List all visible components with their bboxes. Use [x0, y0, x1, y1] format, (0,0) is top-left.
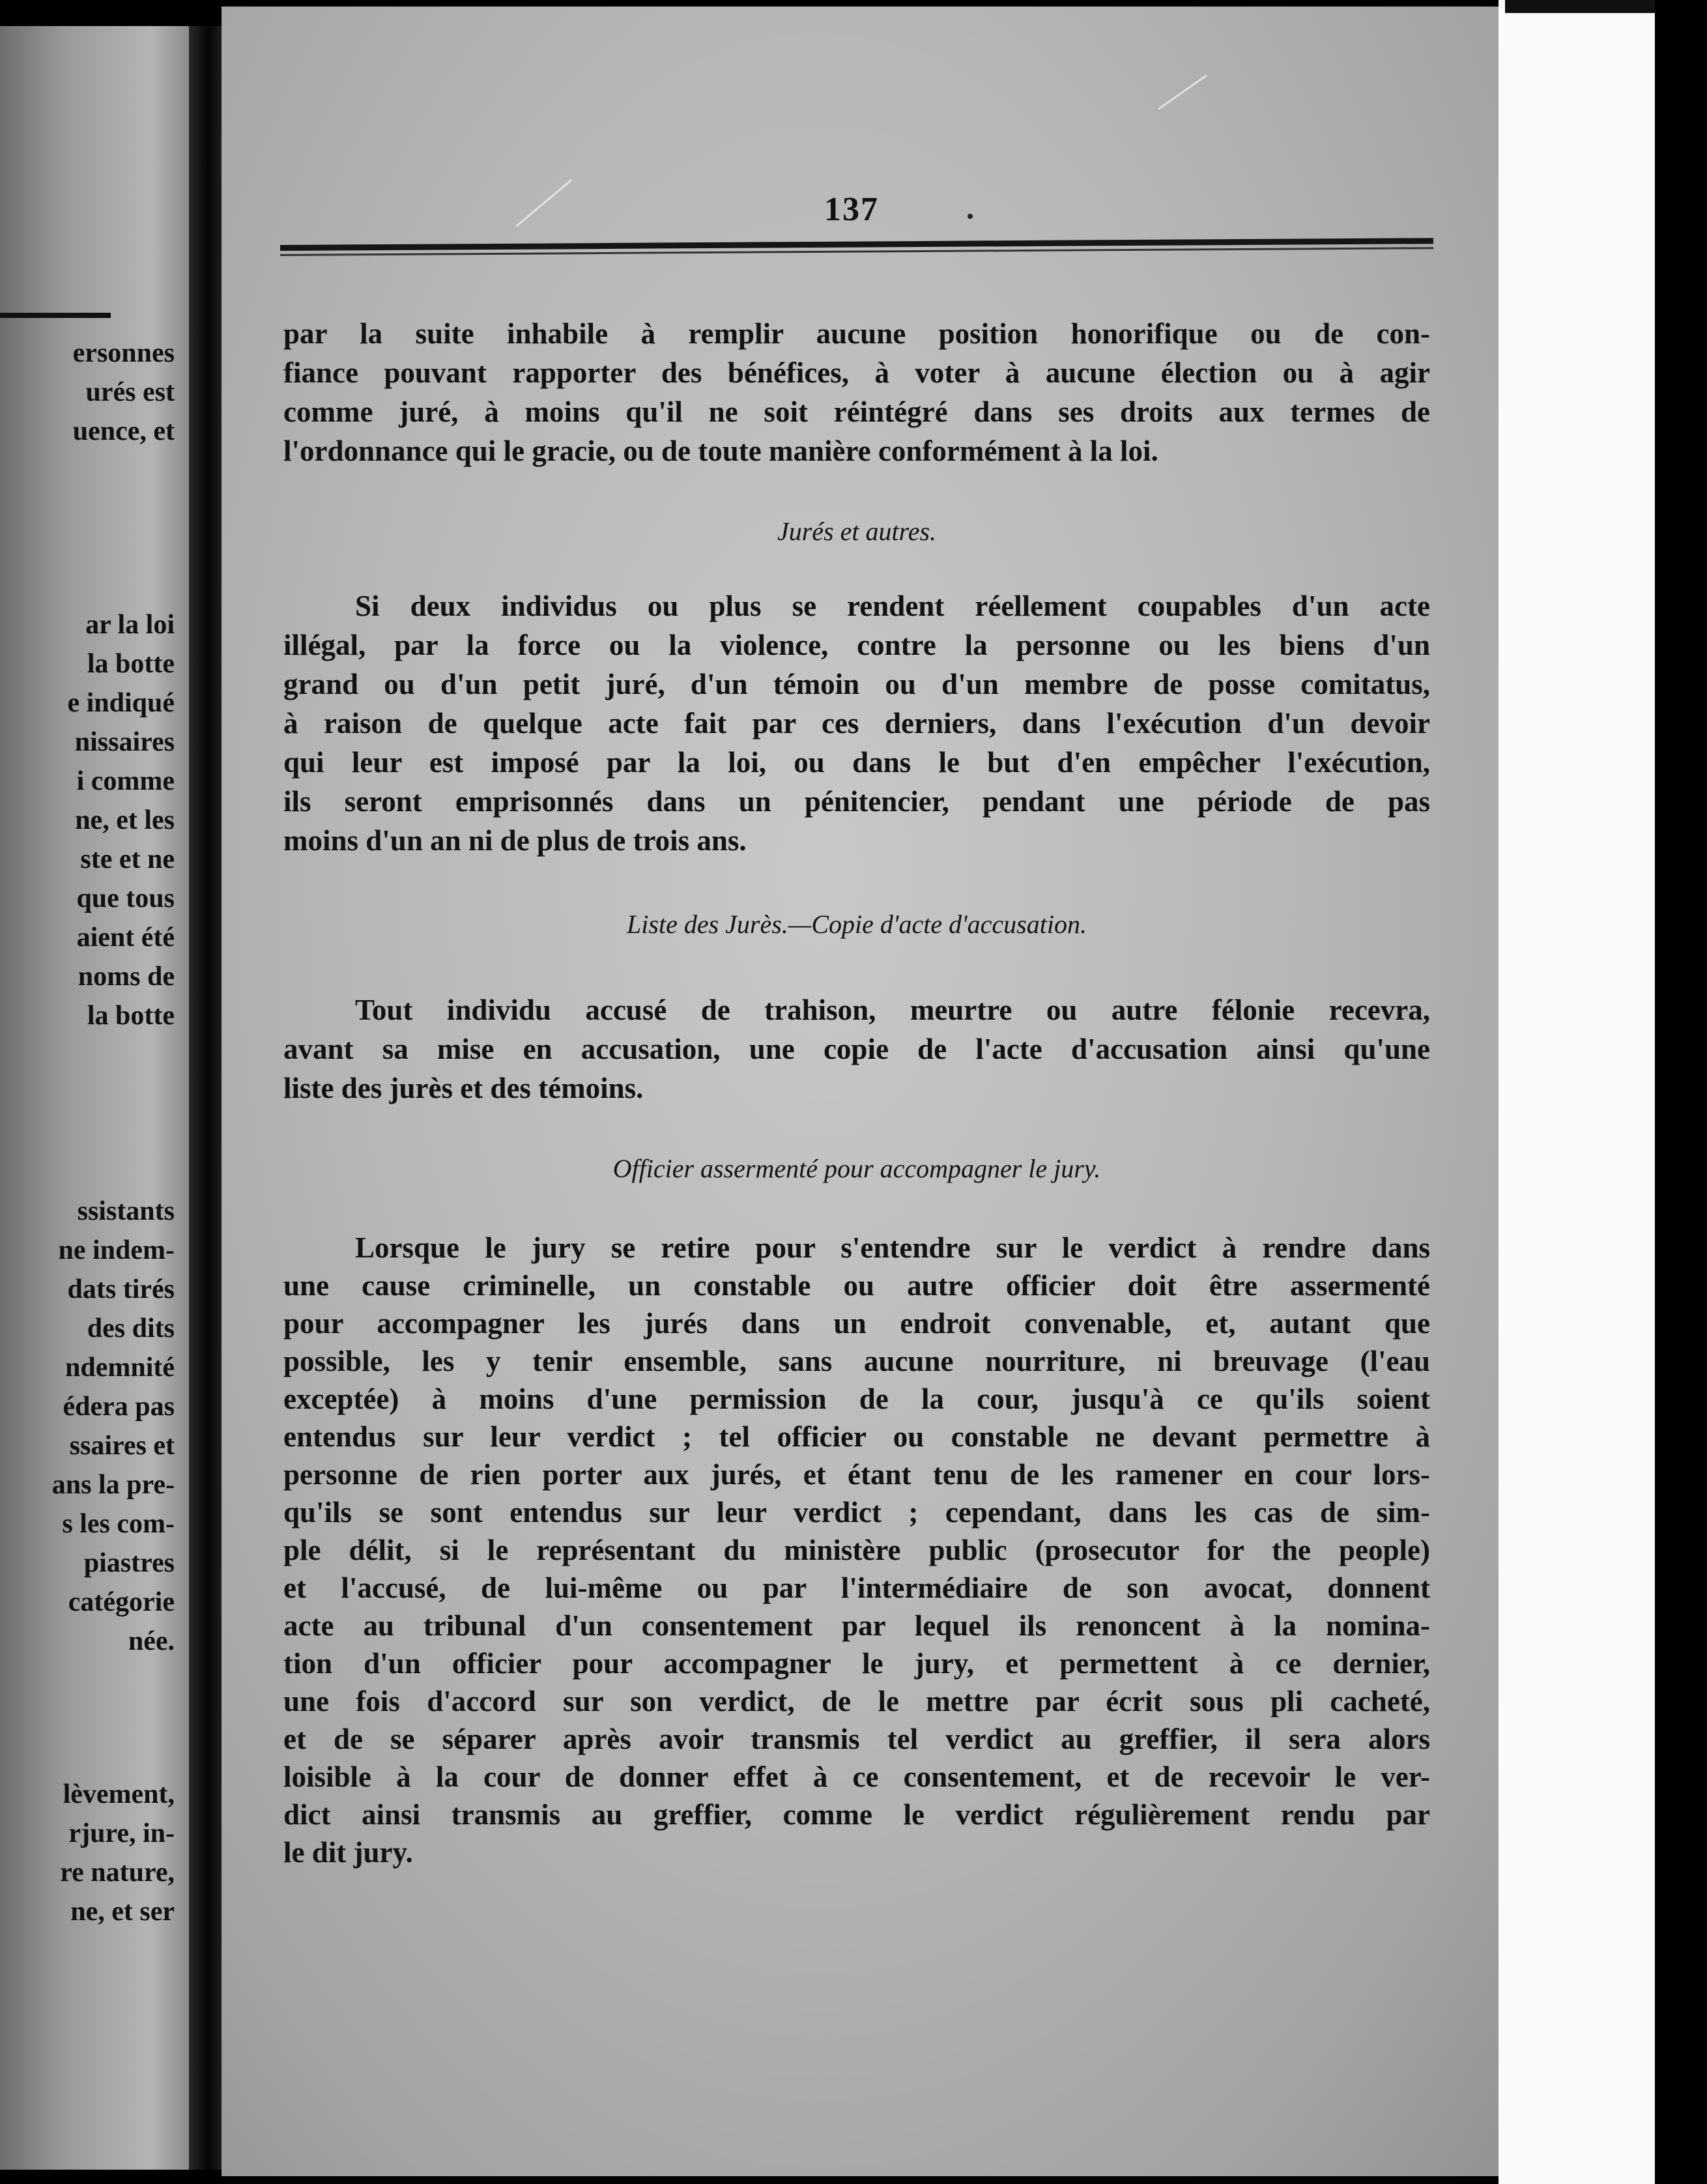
page-number: 137 [824, 191, 879, 228]
previous-page-line: e indiqué [67, 688, 175, 718]
previous-page-line: piastres [83, 1548, 175, 1578]
text-line: pour accompagner les jurés dans un endroit convenable, et, autant que [283, 1307, 1430, 1340]
previous-page-line: ne indem- [58, 1235, 175, 1265]
text-line: et de se séparer après avoir transmis tel verdict au greffier, il sera alors [283, 1723, 1430, 1755]
previous-page-line: ndemnité [65, 1353, 175, 1383]
text-line: tion d'un officier pour accompagner le jury, et permettent à ce dernier, [283, 1647, 1430, 1680]
text-line: avant sa mise en accusation, une copie de l'acte d'accusation ainsi qu'une [283, 1033, 1430, 1065]
text-line: qui leur est imposé par la loi, ou dans le but d'en empêcher l'exécution, [283, 746, 1430, 779]
previous-page-line: ans la pre- [51, 1470, 175, 1500]
previous-page-line: édera pas [63, 1392, 175, 1422]
text-line: dict ainsi transmis au greffier, comme le verdict régulièrement rendu par [283, 1798, 1430, 1831]
scan-scratch [1158, 74, 1207, 109]
text-line: fiance pouvant rapporter des bénéfices, à voter à aucune élection ou à agir [283, 356, 1430, 389]
previous-page-line: aient été [76, 923, 175, 953]
previous-page-line: dats tirés [67, 1274, 175, 1304]
previous-page-header-rule [0, 313, 111, 318]
text-line: exceptée) à moins d'une permission de la cour, jusqu'à ce qu'ils soient [283, 1383, 1430, 1415]
text-line: Tout individu accusé de trahison, meurtre ou autre félonie recevra, [355, 994, 1430, 1026]
previous-page-line: que tous [76, 884, 175, 913]
text-line: possible, les y tenir ensemble, sans aucune nourriture, ni breuvage (l'eau [283, 1345, 1430, 1377]
text-line: liste des jurès et des témoins. [283, 1072, 644, 1104]
previous-page-line: urés est [85, 377, 175, 407]
previous-page-line: noms de [78, 962, 175, 992]
text-line: ple délit, si le représentant du ministère public (prosecutor for the people) [283, 1534, 1430, 1566]
text-line: loisible à la cour de donner effet à ce consentement, et de recevoir le ver- [283, 1760, 1430, 1793]
text-line: entendus sur leur verdict ; tel officier ou constable ne devant permettre à [283, 1420, 1430, 1453]
section-heading-jures-et-autres: Jurés et autres. [777, 517, 937, 546]
text-line: moins d'un an ni de plus de trois ans. [283, 824, 747, 857]
text-line: personne de rien porter aux jurés, et étant tenu de les ramener en cour lors- [283, 1458, 1430, 1491]
previous-page-line: née. [128, 1626, 175, 1656]
previous-page-line: s les com- [62, 1509, 175, 1539]
text-line: une fois d'accord sur son verdict, de le mettre par écrit sous pli cacheté, [283, 1685, 1430, 1717]
text-line: illégal, par la force ou la violence, contre la personne ou les biens d'un [283, 629, 1430, 661]
previous-page-line: catégorie [68, 1587, 175, 1617]
section-heading-liste-des-jures: Liste des Jurès.—Copie d'acte d'accusation. [627, 910, 1087, 939]
scan-margin-top [1505, 0, 1655, 13]
text-line: qu'ils se sont entendus sur leur verdict ; cependant, dans les cas de sim- [283, 1496, 1430, 1529]
previous-page-line: la botte [87, 1001, 175, 1031]
text-line: à raison de quelque acte fait par ces derniers, dans l'exécution d'un devoir [283, 707, 1430, 740]
text-line: une cause criminelle, un constable ou autre officier doit être assermenté [283, 1269, 1430, 1302]
previous-page-line: ssistants [77, 1196, 175, 1226]
scan-scratch [516, 179, 572, 227]
previous-page-line: rjure, in- [68, 1818, 175, 1848]
previous-page-line: des dits [87, 1314, 175, 1343]
previous-page-line: ar la loi [85, 610, 175, 640]
previous-page-fragment [0, 26, 189, 2170]
text-line: Lorsque le jury se retire pour s'entendre sur le verdict à rendre dans [355, 1231, 1430, 1264]
text-line: comme juré, à moins qu'il ne soit réintégré dans ses droits aux termes de [283, 395, 1430, 428]
previous-page-line: uence, et [72, 416, 175, 446]
page-137 [222, 7, 1551, 2176]
previous-page-line: ersonnes [72, 338, 175, 368]
text-line: ils seront emprisonnés dans un pénitencier, pendant une période de pas [283, 785, 1430, 818]
previous-page-line: nissaires [74, 727, 175, 757]
previous-page-line: re nature, [60, 1858, 175, 1888]
text-line: grand ou d'un petit juré, d'un témoin ou d'un membre de posse comitatus, [283, 668, 1430, 700]
text-line: et l'accusé, de lui-même ou par l'intermédiaire de son avocat, donnent [283, 1572, 1430, 1604]
text-line: l'ordonnance qui le gracie, ou de toute manière conformément à la loi. [283, 435, 1158, 467]
text-line: acte au tribunal d'un consentement par lequel ils renoncent à la nomina- [283, 1609, 1430, 1642]
ink-speck [968, 214, 973, 219]
previous-page-line: la botte [87, 649, 175, 679]
text-line: Si deux individus ou plus se rendent réellement coupables d'un acte [355, 590, 1430, 622]
text-line: par la suite inhabile à remplir aucune position honorifique ou de con- [283, 317, 1430, 350]
section-heading-officier-assermente: Officier assermenté pour accompagner le jury. [612, 1154, 1101, 1183]
previous-page-line: lèvement, [63, 1779, 175, 1809]
previous-page-line: ste et ne [80, 844, 175, 874]
previous-page-line: i comme [76, 766, 175, 796]
previous-page-line: ssaires et [69, 1431, 175, 1461]
scan-margin-strip [1499, 0, 1655, 2184]
text-line: le dit jury. [283, 1836, 413, 1869]
previous-page-line: ne, et ser [70, 1897, 175, 1927]
previous-page-line: ne, et les [75, 805, 175, 835]
